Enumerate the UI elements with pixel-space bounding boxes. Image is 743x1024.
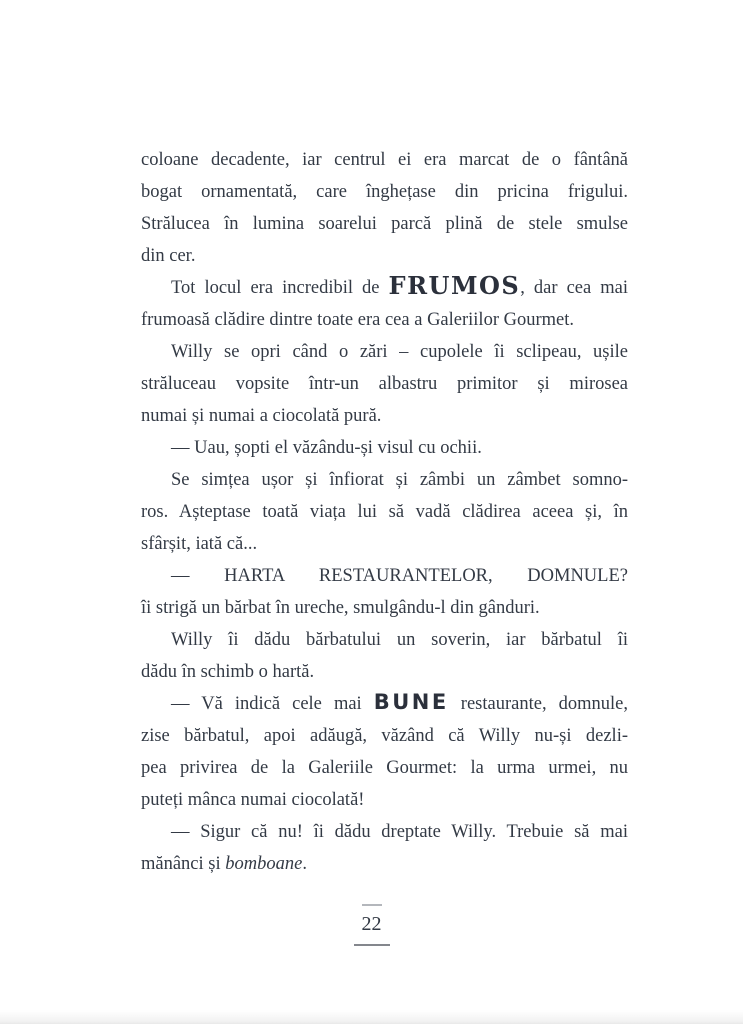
text-line: [141, 272, 628, 304]
page-footer: [0, 904, 743, 946]
paragraph: [141, 144, 628, 272]
text-line: [141, 560, 628, 592]
text-segment: străluceau vopsite într-un albastru primitor și mirosea: [141, 374, 628, 394]
text-segment: , dar cea mai: [520, 278, 629, 298]
display-word-bune: BUNE: [373, 690, 449, 714]
text-segment: Willy îi dădu bărbatului un soverin, iar bărbatul îi: [171, 630, 628, 650]
text-line: [141, 688, 628, 720]
text-line: [141, 496, 628, 528]
text-segment: sfârșit, iată că...: [141, 534, 258, 554]
text-segment: restaurante, domnule,: [448, 694, 628, 714]
text-line: [141, 528, 628, 560]
text-line: [141, 592, 628, 624]
text-line: [141, 144, 628, 176]
page-number: 22: [361, 913, 382, 935]
text-segment: coloane decadente, iar centrul ei era marcat de o fântână: [141, 150, 628, 170]
text-segment: mănânci și: [141, 854, 226, 874]
text-line: [141, 656, 628, 688]
text-line: [141, 176, 628, 208]
text-segment: Tot locul era incredibil de: [171, 278, 389, 298]
text-line: [141, 464, 628, 496]
text-line: [141, 784, 628, 816]
text-line: [141, 368, 628, 400]
italic-word: bomboane: [225, 854, 303, 874]
text-segment: puteți mânca numai ciocolată!: [141, 790, 365, 810]
paragraph: [141, 272, 628, 336]
paragraph: [141, 464, 628, 560]
text-line: [141, 336, 628, 368]
paragraph: [141, 816, 628, 880]
page-number-rule-bottom: [354, 944, 390, 946]
text-segment: Willy se opri când o zări – cupolele îi sclipeau, ușile: [171, 342, 628, 362]
text-segment: zise bărbatul, apoi adăugă, văzând că Willy nu-și dezli-: [141, 726, 628, 746]
text-line: [141, 752, 628, 784]
text-segment: ros. Așteptase toată viața lui să vadă clădirea aceea și, în: [141, 502, 628, 522]
text-line: [141, 624, 628, 656]
page-number-rule-top: [362, 904, 382, 906]
page-bottom-edge: [0, 1010, 743, 1024]
text-segment: numai și numai a ciocolată pură.: [141, 406, 382, 426]
display-word-frumos: FRUMOS: [388, 271, 521, 300]
paragraph: [141, 336, 628, 432]
text-line: [141, 816, 628, 848]
text-line: [141, 720, 628, 752]
text-line: [141, 432, 628, 464]
text-line: [141, 400, 628, 432]
text-block: [141, 144, 628, 880]
paragraph: [141, 432, 628, 464]
text-segment: — HARTA RESTAURANTELOR, DOMNULE?: [171, 566, 628, 586]
text-line: [141, 848, 628, 880]
text-segment: îi strigă un bărbat în ureche, smulgându-l din gânduri.: [141, 598, 540, 618]
text-segment: — Vă indică cele mai: [171, 694, 374, 714]
text-segment: dădu în schimb o hartă.: [141, 662, 315, 682]
text-line: [141, 240, 628, 272]
text-line: [141, 304, 628, 336]
text-segment: — Uau, șopti el văzându-și visul cu ochii.: [171, 438, 482, 458]
paragraph: [141, 688, 628, 816]
text-segment: — Sigur că nu! îi dădu dreptate Willy. Trebuie să mai: [171, 822, 628, 842]
text-segment: bogat ornamentată, care înghețase din pricina frigului.: [141, 182, 628, 202]
text-segment: Strălucea în lumina soarelui parcă plină de stele smulse: [141, 214, 628, 234]
text-segment: Se simțea ușor și înfiorat și zâmbi un zâmbet somno-: [171, 470, 628, 490]
paragraph: [141, 560, 628, 624]
text-segment: .: [302, 854, 307, 874]
paragraph: [141, 624, 628, 688]
text-segment: pea privirea de la Galeriile Gourmet: la urma urmei, nu: [141, 758, 628, 778]
text-segment: din cer.: [141, 246, 196, 266]
text-line: [141, 208, 628, 240]
text-segment: frumoasă clădire dintre toate era cea a Galeriilor Gourmet.: [141, 310, 574, 330]
